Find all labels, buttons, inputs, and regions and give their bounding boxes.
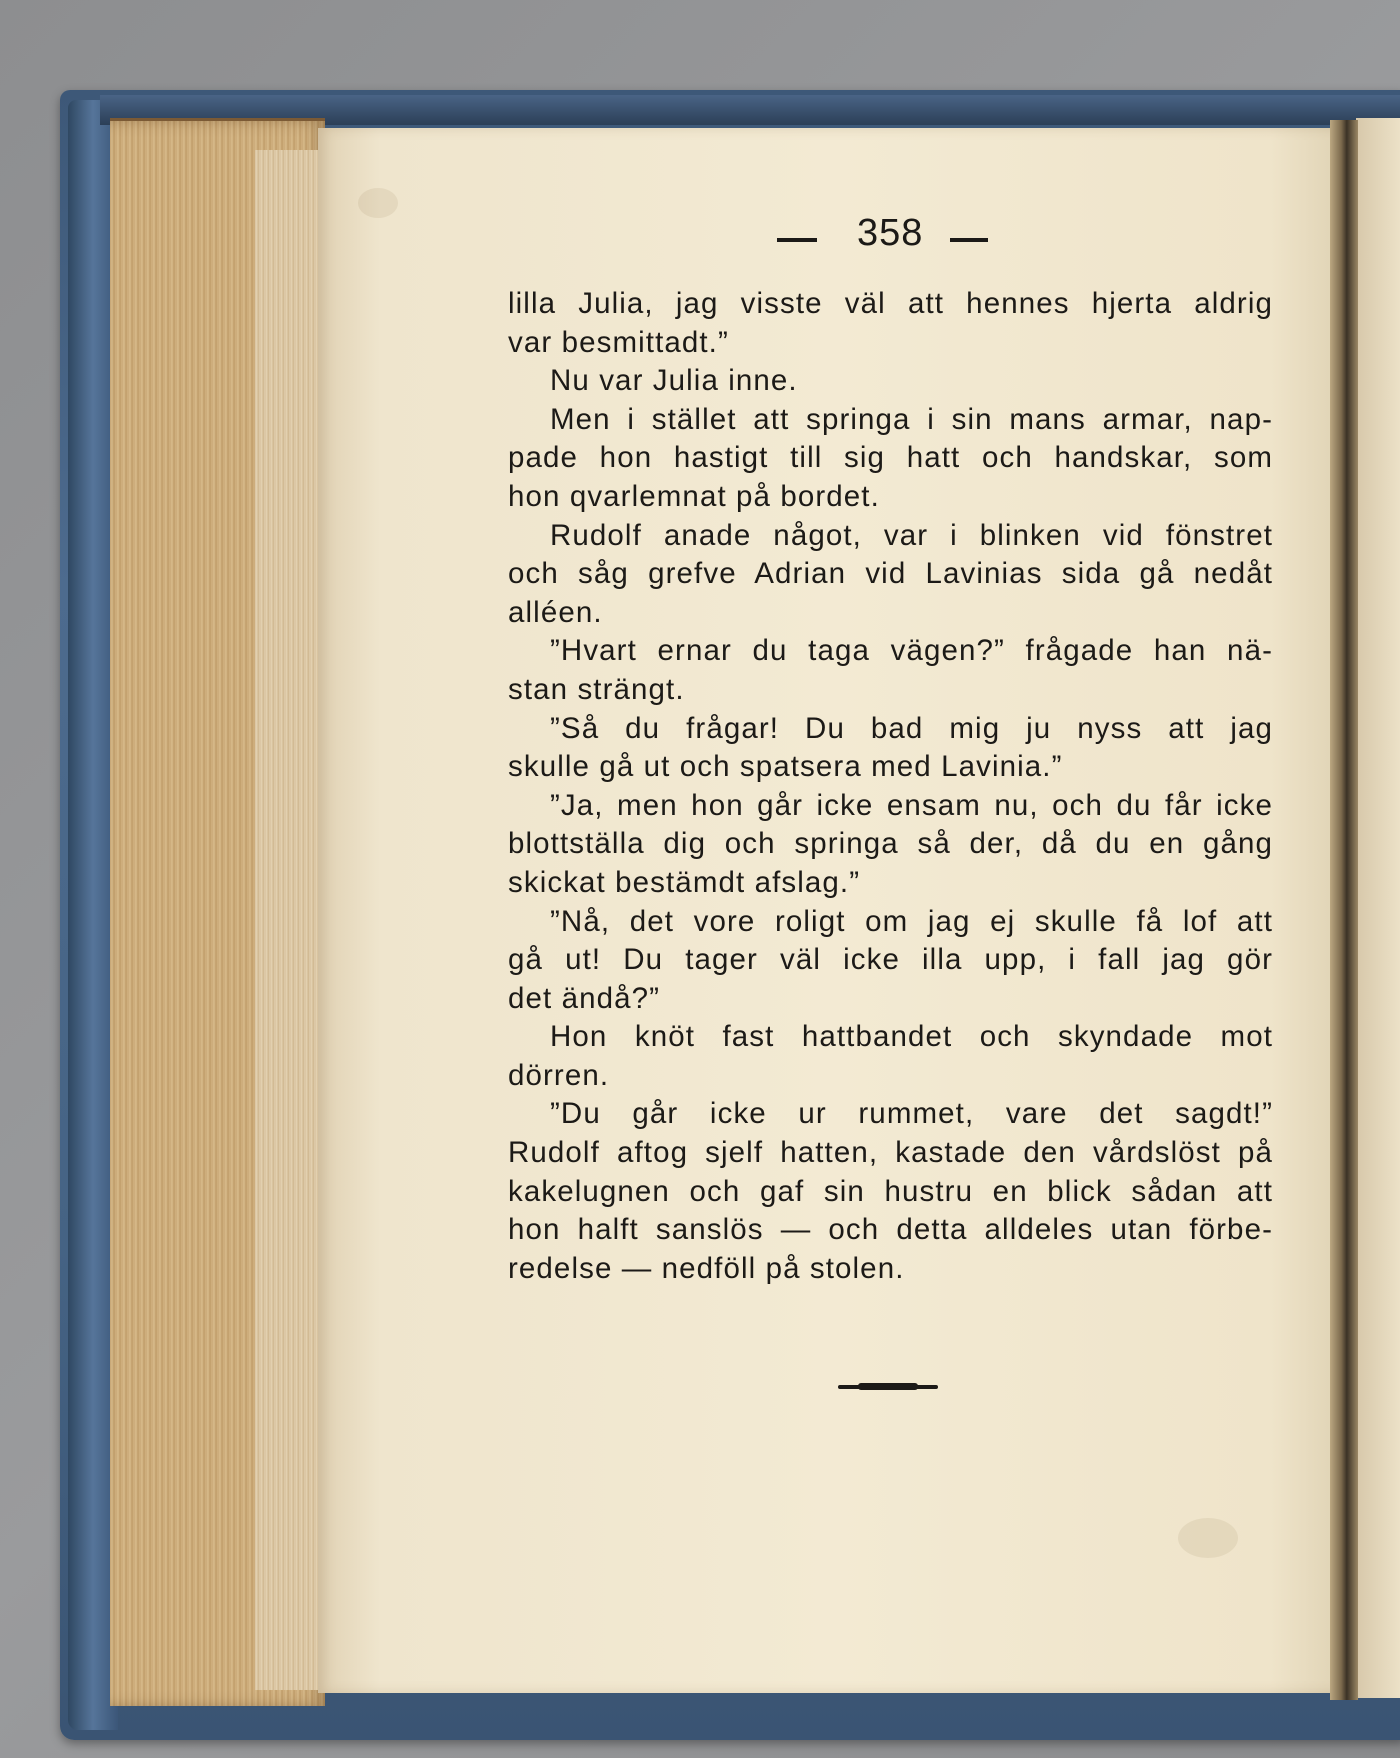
text-line: pade hon hastigt till sig hatt och handskar, som <box>508 441 1273 475</box>
book-gutter <box>1330 120 1358 1700</box>
text-line: blottställa dig och springa så der, då du en gång <box>508 827 1273 861</box>
header-dash-left <box>777 238 817 242</box>
paper-stain <box>358 188 398 218</box>
text-line: det ändå?” <box>508 981 661 1015</box>
text-line: var besmittadt.” <box>508 325 729 359</box>
text-line: ”Du går icke ur rummet, vare det sagdt!” <box>550 1097 1273 1131</box>
header-dash-right <box>950 238 988 242</box>
section-end-rule <box>838 1385 938 1389</box>
text-line: ”Ja, men hon går icke ensam nu, och du får icke <box>550 788 1273 822</box>
text-line: stan strängt. <box>508 672 685 706</box>
text-line: skickat bestämdt afslag.” <box>508 865 861 899</box>
text-line: ”Hvart ernar du taga vägen?” frågade han nä- <box>550 634 1273 668</box>
text-line: alléen. <box>508 595 603 629</box>
text-line: lilla Julia, jag visste väl att hennes hjerta aldrig <box>508 287 1273 320</box>
text-line: Rudolf anade något, var i blinken vid fönstret <box>550 518 1273 552</box>
text-line: Hon knöt fast hattbandet och skyndade mot <box>550 1020 1273 1054</box>
facing-page-edge <box>1356 118 1400 1698</box>
paper-stain <box>1178 1518 1238 1558</box>
text-line: gå ut! Du tager väl icke illa upp, i fall jag gör <box>508 943 1273 977</box>
page-block-inner-edge <box>255 150 325 1690</box>
text-line: Rudolf aftog sjelf hatten, kastade den vårdslöst på <box>508 1136 1273 1170</box>
text-line: hon halft sanslös — och detta alldeles utan förbe- <box>508 1213 1273 1247</box>
text-line: Nu var Julia inne. <box>550 364 798 398</box>
text-line: kakelugnen och gaf sin hustru en blick sådan att <box>508 1174 1273 1208</box>
text-line: skulle gå ut och spatsera med Lavinia.” <box>508 750 1063 784</box>
text-line: ”Så du frågar! Du bad mig ju nyss att jag <box>550 711 1273 745</box>
text-line: Men i stället att springa i sin mans armar, nap- <box>550 402 1273 436</box>
text-line: ”Nå, det vore roligt om jag ej skulle få lof att <box>550 904 1273 938</box>
text-line: redelse — nedföll på stolen. <box>508 1251 905 1285</box>
text-line: dörren. <box>508 1058 610 1092</box>
text-line: och såg grefve Adrian vid Lavinias sida gå nedåt <box>508 557 1273 591</box>
page-number: 358 <box>857 212 924 254</box>
text-line: hon qvarlemnat på bordet. <box>508 479 880 513</box>
page-body-text <box>508 285 1273 1288</box>
